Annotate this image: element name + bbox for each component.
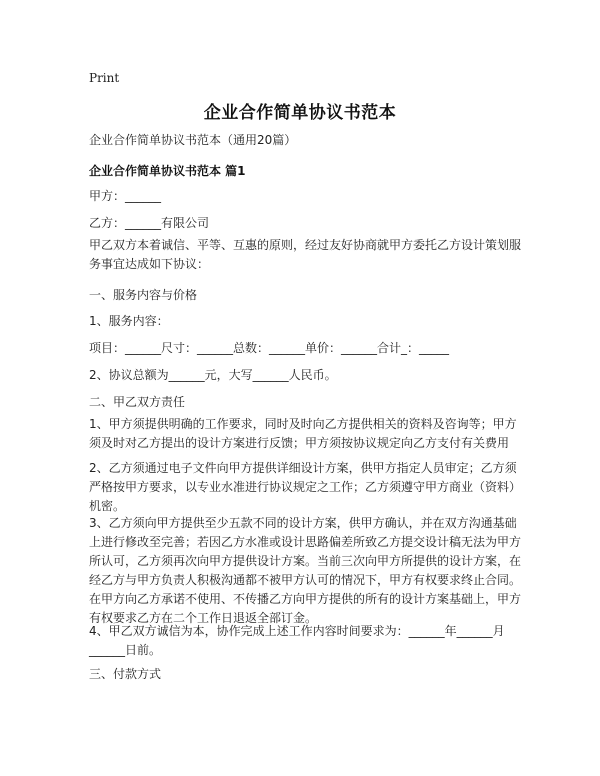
paragraph-line: 严格按甲方要求，以专业水准进行协议规定之工作；乙方须遵守甲方商业（资料）	[89, 480, 522, 494]
heading-responsibilities: 二、甲乙双方责任	[89, 395, 186, 409]
paragraph-line: 上进行修改至完善；若因乙方水准或设计思路偏差所致乙方提交设计稿无法为甲方	[89, 535, 522, 549]
heading-payment-method: 三、付款方式	[89, 667, 162, 681]
paragraph-line: 机密。	[89, 499, 126, 513]
paragraph-line: 有权要求乙方在二个工作日退返全部订金。	[89, 611, 318, 625]
heading-services-price: 一、服务内容与价格	[89, 288, 198, 302]
paragraph-line: 须及时对乙方提出的设计方案进行反馈；甲方须按协议规定向乙方支付有关费用	[89, 436, 510, 450]
paragraph-line: 经乙方与甲方负责人积极沟通都不被甲方认可的情况下，甲方有权要求终止合同。	[89, 573, 522, 587]
paragraph-line: 1、甲方须提供明确的工作要求，同时及时向乙方提供相关的资料及咨询等；甲方	[89, 417, 517, 431]
clause-3-paragraph	[89, 514, 522, 628]
paragraph-line: 2、乙方须通过电子文件向甲方提供详细设计方案，供甲方指定人员审定；乙方须	[89, 461, 517, 475]
paragraph-line: 在甲方向乙方承诺不使用、不传播乙方向甲方提供的所有的设计方案基础上，甲方	[89, 592, 522, 606]
paragraph-line: ______日前。	[89, 643, 162, 657]
clause-4-paragraph	[89, 622, 517, 660]
paragraph-line: 3、乙方须向甲方提供至少五款不同的设计方案，供甲方确认，并在双方沟通基础	[89, 516, 517, 530]
clause-2-paragraph	[89, 459, 522, 516]
party-b-line: 乙方：______有限公司	[89, 216, 210, 230]
document-intro: 企业合作简单协议书范本（通用20篇）	[89, 133, 297, 147]
section-title: 企业合作简单协议书范本 篇1	[89, 164, 246, 178]
print-label: Print	[89, 71, 120, 85]
clause-1-paragraph	[89, 415, 517, 453]
paragraph-line: 甲乙双方本着诚信、平等、互惠的原则，经过友好协商就甲方委托乙方设计策划服	[89, 238, 522, 252]
preamble-paragraph	[89, 236, 522, 274]
party-a-line: 甲方：______	[89, 189, 162, 203]
agreement-total-line: 2、协议总额为______元，大写______人民币。	[89, 368, 337, 382]
paragraph-line: 4、甲乙双方诚信为本，协作完成上述工作内容时间要求为：______年______月	[89, 624, 505, 638]
service-content-line: 1、服务内容：	[89, 314, 169, 328]
paragraph-line: 务事宜达成如下协议：	[89, 257, 210, 271]
service-items-line: 项目：______尺寸：______总数：______单价：______合计_：_____	[89, 341, 450, 355]
paragraph-line: 所认可，乙方须再次向甲方提供设计方案。当前三次向甲方所提供的设计方案，在	[89, 554, 522, 568]
page-title: 企业合作简单协议书范本	[203, 103, 397, 123]
